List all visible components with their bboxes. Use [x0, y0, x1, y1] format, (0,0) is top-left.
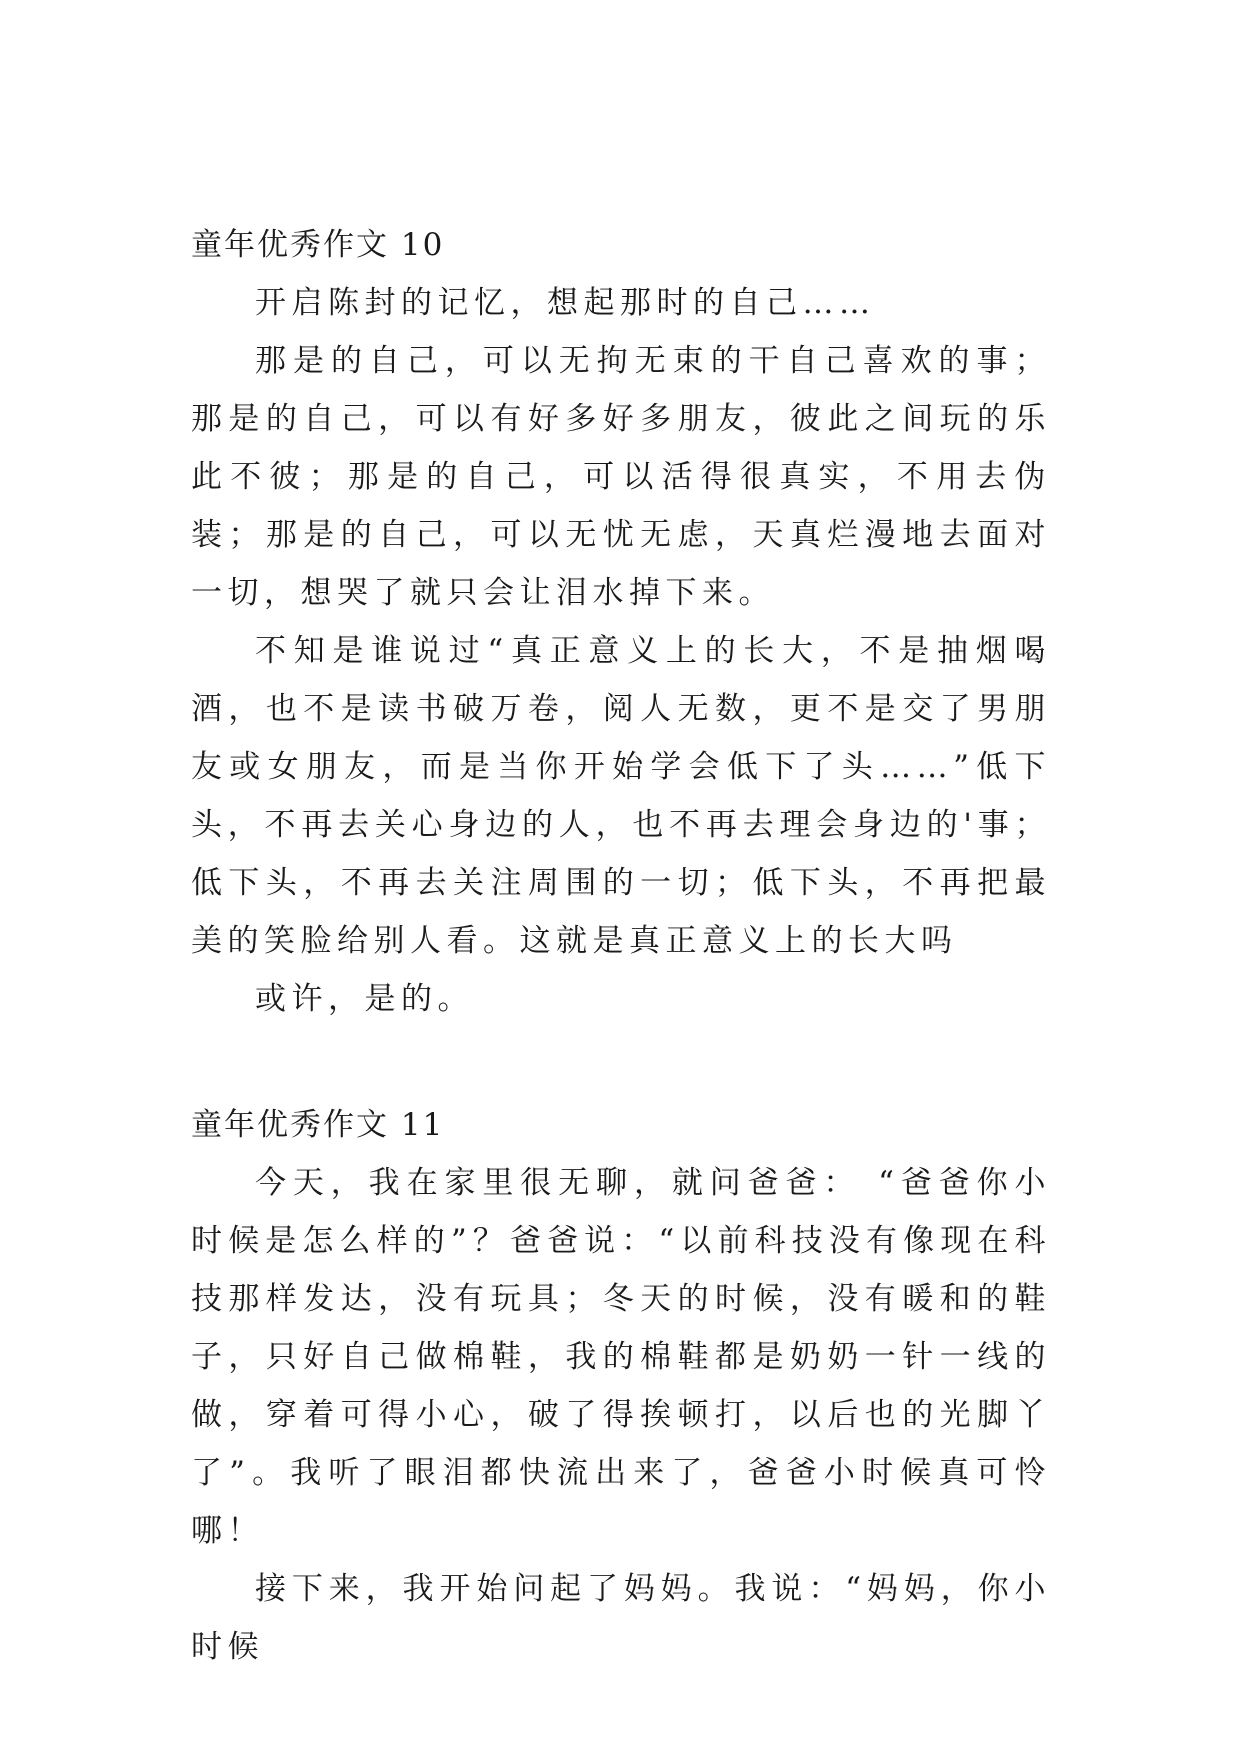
essay-paragraph: 开启陈封的记忆，想起那时的自己……: [255, 285, 876, 321]
essay-paragraph: 接下来，我开始问起了妈妈。我说：“妈妈，你小时候: [191, 1571, 1051, 1665]
essay-paragraph: 不知是谁说过“真正意义上的长大，不是抽烟喝酒，也不是读书破万卷，阅人无数，更不是交了男朋友或女朋友，而是当你开始学会低下了头……”低下头，不再去关心身边的人，也不再去理会身边的'事；低下头，不再去关注周围的一切；低下头，不再把最美的笑脸给别人看。这就是真正意义上的长大吗: [191, 633, 1051, 959]
essay-paragraph: 那是的自己，可以无拘无束的干自己喜欢的事；那是的自己，可以有好多好多朋友，彼此之间玩的乐此不彼；那是的自己，可以活得很真实，不用去伪装；那是的自己，可以无忧无虑，天真烂漫地去面对一切，想哭了就只会让泪水掉下来。: [191, 343, 1051, 611]
essay-paragraph: 今天，我在家里很无聊，就问爸爸： “爸爸你小时候是怎么样的”？爸爸说：“以前科技没有像现在科技那样发达，没有玩具；冬天的时候，没有暖和的鞋子，只好自己做棉鞋，我的棉鞋都是奶奶一针一线的做，穿着可得小心，破了得挨顿打，以后也的光脚丫了”。我听了眼泪都快流出来了，爸爸小时候真可怜哪！: [191, 1165, 1051, 1549]
essay-section-11: [191, 1096, 1051, 1676]
essay-title: 童年优秀作文 11: [191, 1107, 445, 1143]
essay-title: 童年优秀作文 10: [191, 227, 445, 263]
essay-paragraph: 或许，是的。: [255, 981, 474, 1017]
essay-section-10: [191, 216, 1051, 1028]
